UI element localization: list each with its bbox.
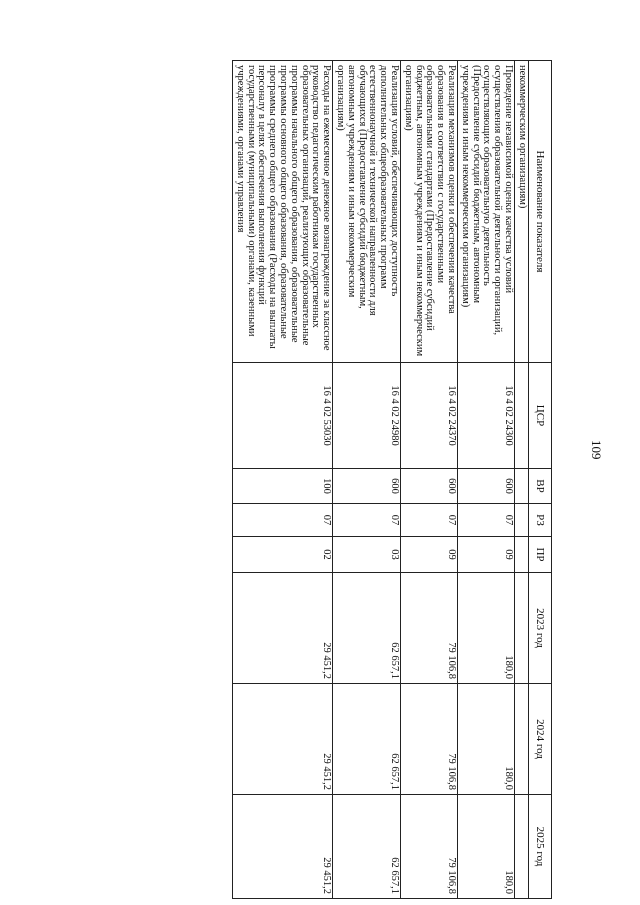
row-name: некоммерческим организациям) [515,61,529,363]
header-pr: ПР [529,537,552,573]
row-pr: 02 [233,537,333,573]
row-2025: 79 106,8 [401,795,458,899]
row-2023: 29 451,2 [233,573,333,684]
row-vr: 600 [333,469,401,504]
row-rz: 07 [333,504,401,537]
row-pr: 09 [458,537,515,573]
row-2023: 180,0 [458,573,515,684]
row-csr: 16 4 02 24370 [401,363,458,469]
row-csr: 16 4 02 24300 [458,363,515,469]
header-rz: РЗ [529,504,552,537]
table-row [333,61,401,899]
table-row [458,61,515,899]
row-2025 [515,795,529,899]
row-rz [515,504,529,537]
row-pr: 03 [333,537,401,573]
row-name: Проведение независимой оценки качества условий осуществления образовательной деятельности организаций, осуществляющих образовательную деятельность (Предоставление субсидий бюджетным, автономным учреждениям и иным некоммерческим организациям) [458,61,515,363]
row-csr: 16 4 02 24980 [333,363,401,469]
row-name: Расходы на ежемесячное денежное вознаграждение за классное руководство педагогическим работникам государственных образовательных организаций, реализующих образовательные программы начального общего образования, образовательные программы основного общего образования, образовательные программы среднего общего образования (Расходы на выплаты персоналу в целях обеспечения выполнения функций государственными (муниципальными) органами, казенными учреждениями, органами управления [233,61,333,363]
row-vr [515,469,529,504]
row-rz: 07 [458,504,515,537]
row-2024: 180,0 [458,684,515,795]
header-vr: ВР [529,469,552,504]
row-2023 [515,573,529,684]
header-2024: 2024 год [529,684,552,795]
row-2023: 79 106,8 [401,573,458,684]
row-2024: 29 451,2 [233,684,333,795]
row-2024 [515,684,529,795]
page-number: 109 [589,440,604,460]
row-rz: 07 [401,504,458,537]
row-name: Реализация механизмов оценки и обеспечения качества образования в соответствии с государственными образовательными стандартами (Предоставление субсидий бюджетным, автономным учреждениям и иным некоммерческим организациям) [401,61,458,363]
header-2025: 2025 год [529,795,552,899]
header-2023: 2023 год [529,573,552,684]
row-pr [515,537,529,573]
row-2025: 180,0 [458,795,515,899]
row-vr: 600 [458,469,515,504]
row-csr [515,363,529,469]
header-name: Наименование показателя [529,61,552,363]
row-2023: 62 657,1 [333,573,401,684]
row-2024: 62 657,1 [333,684,401,795]
table-row [515,61,529,899]
table-header-row [529,61,552,899]
row-pr: 09 [401,537,458,573]
row-csr: 16 4 02 53030 [233,363,333,469]
table-row [233,61,333,899]
row-rz: 07 [233,504,333,537]
table-row [401,61,458,899]
row-name: Реализация условий, обеспечивающих доступность дополнительных общеобразовательных программ естественнонаучной и технической направленности для обучающихся (Предоставление субсидий бюджетным, автономным учреждениям и иным некоммерческим организациям) [333,61,401,363]
row-vr: 600 [401,469,458,504]
row-2025: 62 657,1 [333,795,401,899]
row-2025: 29 451,2 [233,795,333,899]
budget-table [232,60,552,899]
row-vr: 100 [233,469,333,504]
row-2024: 79 106,8 [401,684,458,795]
header-csr: ЦСР [529,363,552,469]
